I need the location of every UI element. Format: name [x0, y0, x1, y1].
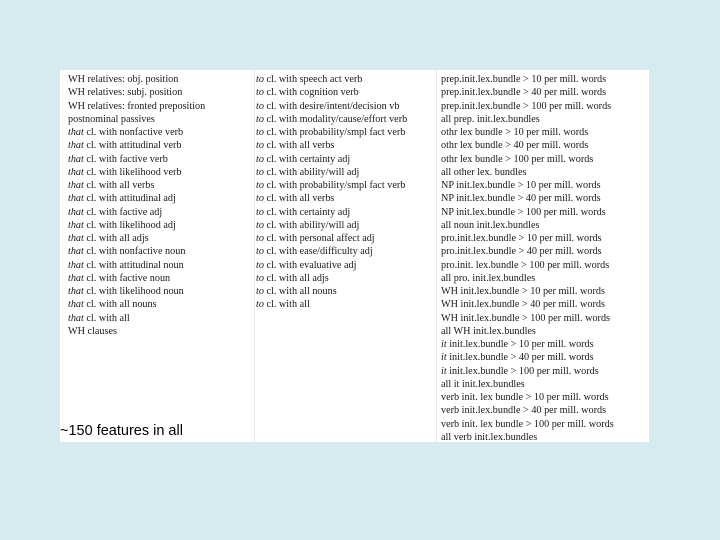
- feature-column-3: [441, 73, 649, 442]
- feature-item: [441, 312, 649, 325]
- feature-prefix: that: [68, 233, 84, 244]
- feature-item: [441, 298, 649, 311]
- feature-text: WH relatives: subj. position: [68, 87, 183, 99]
- feature-item: [256, 179, 434, 192]
- feature-text: cl. with factive noun: [86, 272, 171, 284]
- feature-prefix: to: [256, 127, 264, 138]
- feature-prefix: that: [68, 299, 84, 311]
- feature-item: [68, 325, 256, 338]
- feature-text: othr lex bundle > 40 per mill. words: [441, 140, 589, 152]
- feature-item: [441, 365, 649, 378]
- feature-text: all WH init.lex.bundles: [441, 325, 536, 337]
- feature-item: [441, 192, 649, 205]
- feature-item: [256, 113, 434, 126]
- feature-item: [441, 285, 649, 298]
- feature-text: cl. with certainty adj: [266, 206, 351, 218]
- feature-text: WH relatives: fronted preposition: [68, 100, 206, 112]
- feature-item: [441, 153, 649, 166]
- feature-text: all prep. init.lex.bundles: [441, 113, 540, 125]
- feature-text: cl. with attitudinal noun: [86, 259, 184, 271]
- feature-text: verb init. lex bundle > 10 per mill. words: [441, 392, 609, 403]
- feature-text: prep.init.lex.bundle > 10 per mill. words: [441, 74, 607, 85]
- feature-text: cl. with all nouns: [266, 286, 337, 297]
- feature-item: [256, 100, 434, 113]
- feature-count-note: ~150 features in all: [60, 423, 183, 439]
- column-divider: [436, 70, 437, 442]
- feature-item: [68, 192, 256, 205]
- feature-item: [256, 259, 434, 272]
- feature-text: NP init.lex.bundle > 100 per mill. words: [441, 206, 606, 218]
- feature-item: [68, 232, 256, 245]
- feature-prefix: to: [256, 180, 264, 191]
- feature-text: all other lex. bundles: [441, 166, 527, 178]
- feature-prefix: to: [256, 259, 264, 271]
- feature-prefix: to: [256, 286, 264, 297]
- feature-item: [68, 126, 256, 139]
- feature-item: [68, 139, 256, 152]
- feature-text: postnominal passives: [68, 113, 155, 125]
- feature-item: [441, 73, 649, 86]
- feature-prefix: it: [441, 339, 447, 350]
- feature-text: cl. with all verbs: [266, 193, 335, 205]
- feature-text: cl. with likelihood verb: [86, 166, 182, 178]
- feature-prefix: that: [68, 312, 84, 324]
- feature-prefix: it: [441, 365, 447, 377]
- feature-prefix: to: [256, 87, 264, 99]
- feature-text: cl. with speech act verb: [266, 74, 363, 85]
- feature-item: [441, 86, 649, 99]
- feature-item: [441, 378, 649, 391]
- feature-item: [441, 391, 649, 404]
- feature-prefix: to: [256, 219, 264, 231]
- feature-prefix: that: [68, 180, 84, 191]
- feature-item: [68, 73, 256, 86]
- feature-text: cl. with all verbs: [266, 140, 335, 152]
- feature-prefix: to: [256, 206, 264, 218]
- feature-item: [68, 86, 256, 99]
- feature-item: [441, 179, 649, 192]
- feature-item: [256, 73, 434, 86]
- feature-text: cl. with probability/smpl fact verb: [266, 180, 406, 191]
- feature-text: all pro. init.lex.bundles: [441, 272, 536, 284]
- feature-text: cl. with ease/difficulty adj: [266, 246, 373, 258]
- feature-item: [256, 86, 434, 99]
- feature-item: [68, 272, 256, 285]
- feature-text: cl. with all: [86, 312, 130, 324]
- feature-text: cl. with nonfactive verb: [86, 127, 184, 138]
- feature-item: [68, 166, 256, 179]
- feature-item: [68, 179, 256, 192]
- feature-prefix: that: [68, 153, 84, 165]
- feature-item: [68, 312, 256, 325]
- feature-prefix: that: [68, 219, 84, 231]
- feature-item: [68, 100, 256, 113]
- feature-item: [256, 298, 434, 311]
- feature-item: [441, 232, 649, 245]
- feature-text: cl. with all: [266, 299, 310, 311]
- feature-text: pro.init.lex.bundle > 10 per mill. words: [441, 233, 602, 244]
- feature-item: [68, 113, 256, 126]
- feature-text: init.lex.bundle > 10 per mill. words: [449, 339, 594, 350]
- feature-prefix: that: [68, 246, 84, 258]
- feature-prefix: to: [256, 100, 264, 112]
- feature-item: [256, 139, 434, 152]
- feature-column-2: [256, 73, 434, 312]
- feature-text: NP init.lex.bundle > 10 per mill. words: [441, 180, 601, 191]
- feature-text: cl. with ability/will adj: [266, 219, 360, 231]
- feature-item: [256, 245, 434, 258]
- feature-prefix: that: [68, 272, 84, 284]
- feature-prefix: to: [256, 193, 264, 205]
- feature-text: cl. with desire/intent/decision vb: [266, 100, 400, 112]
- feature-text: verb init. lex bundle > 100 per mill. words: [441, 418, 614, 430]
- feature-prefix: it: [441, 352, 447, 364]
- feature-item: [441, 100, 649, 113]
- feature-prefix: to: [256, 74, 264, 85]
- feature-text: cl. with evaluative adj: [266, 259, 357, 271]
- feature-prefix: that: [68, 193, 84, 205]
- feature-text: cl. with factive adj: [86, 206, 163, 218]
- feature-item: [256, 206, 434, 219]
- feature-prefix: to: [256, 233, 264, 244]
- feature-text: othr lex bundle > 10 per mill. words: [441, 127, 589, 138]
- feature-item: [441, 338, 649, 351]
- feature-text: all noun init.lex.bundles: [441, 219, 540, 231]
- feature-item: [441, 325, 649, 338]
- feature-text: pro.init.lex.bundle > 40 per mill. words: [441, 246, 602, 258]
- feature-text: pro.init. lex.bundle > 100 per mill. words: [441, 259, 610, 271]
- feature-text: cl. with modality/cause/effort verb: [266, 113, 408, 125]
- feature-item: [441, 259, 649, 272]
- feature-item: [256, 166, 434, 179]
- feature-text: cl. with certainty adj: [266, 153, 351, 165]
- feature-item: [256, 232, 434, 245]
- feature-item: [441, 431, 649, 442]
- feature-prefix: to: [256, 113, 264, 125]
- feature-item: [441, 219, 649, 232]
- feature-text: cl. with all verbs: [86, 180, 155, 191]
- feature-item: [256, 192, 434, 205]
- feature-prefix: that: [68, 127, 84, 138]
- feature-text: prep.init.lex.bundle > 40 per mill. words: [441, 87, 607, 99]
- feature-prefix: that: [68, 166, 84, 178]
- feature-prefix: to: [256, 166, 264, 178]
- feature-item: [441, 206, 649, 219]
- feature-text: cl. with all adjs: [266, 272, 329, 284]
- feature-item: [441, 245, 649, 258]
- feature-text: cl. with personal affect adj: [266, 233, 375, 244]
- feature-text: cl. with ability/will adj: [266, 166, 360, 178]
- feature-text: cl. with all adjs: [86, 233, 149, 244]
- feature-text: cl. with nonfactive noun: [86, 246, 186, 258]
- feature-text: cl. with attitudinal verb: [86, 140, 182, 152]
- feature-column-1: [68, 73, 256, 338]
- feature-text: WH clauses: [68, 325, 117, 337]
- feature-text: cl. with factive verb: [86, 153, 168, 165]
- feature-prefix: to: [256, 140, 264, 152]
- feature-item: [68, 298, 256, 311]
- feature-text: cl. with attitudinal adj: [86, 193, 176, 205]
- feature-item: [68, 153, 256, 166]
- feature-prefix: that: [68, 140, 84, 152]
- feature-text: cl. with all nouns: [86, 299, 157, 311]
- feature-text: init.lex.bundle > 100 per mill. words: [449, 365, 599, 377]
- feature-text: cl. with probability/smpl fact verb: [266, 127, 406, 138]
- feature-text: verb init.lex.bundle > 40 per mill. words: [441, 405, 607, 417]
- feature-prefix: that: [68, 259, 84, 271]
- feature-item: [441, 126, 649, 139]
- feature-text: all verb init.lex.bundles: [441, 431, 538, 442]
- feature-item: [441, 272, 649, 285]
- feature-prefix: to: [256, 272, 264, 284]
- feature-prefix: to: [256, 153, 264, 165]
- feature-text: WH relatives: obj. position: [68, 74, 179, 85]
- feature-text: WH init.lex.bundle > 100 per mill. words: [441, 312, 611, 324]
- feature-item: [68, 259, 256, 272]
- feature-item: [256, 219, 434, 232]
- feature-item: [256, 285, 434, 298]
- feature-item: [441, 418, 649, 431]
- feature-item: [441, 404, 649, 417]
- feature-text: all it init.lex.bundles: [441, 378, 525, 390]
- feature-table: [60, 70, 649, 442]
- feature-text: cl. with likelihood adj: [86, 219, 176, 231]
- feature-item: [441, 166, 649, 179]
- feature-item: [256, 272, 434, 285]
- feature-prefix: that: [68, 206, 84, 218]
- feature-text: prep.init.lex.bundle > 100 per mill. words: [441, 100, 612, 112]
- feature-item: [256, 126, 434, 139]
- feature-item: [68, 206, 256, 219]
- feature-item: [68, 285, 256, 298]
- feature-prefix: to: [256, 299, 264, 311]
- feature-item: [68, 219, 256, 232]
- feature-text: NP init.lex.bundle > 40 per mill. words: [441, 193, 601, 205]
- feature-text: WH init.lex.bundle > 40 per mill. words: [441, 299, 605, 311]
- feature-item: [68, 245, 256, 258]
- feature-text: WH init.lex.bundle > 10 per mill. words: [441, 286, 605, 297]
- feature-item: [256, 153, 434, 166]
- feature-text: cl. with cognition verb: [266, 87, 359, 99]
- feature-item: [441, 113, 649, 126]
- feature-item: [441, 139, 649, 152]
- feature-text: cl. with likelihood noun: [86, 286, 184, 297]
- feature-text: othr lex bundle > 100 per mill. words: [441, 153, 594, 165]
- feature-text: init.lex.bundle > 40 per mill. words: [449, 352, 594, 364]
- feature-prefix: to: [256, 246, 264, 258]
- feature-prefix: that: [68, 286, 84, 297]
- feature-item: [441, 351, 649, 364]
